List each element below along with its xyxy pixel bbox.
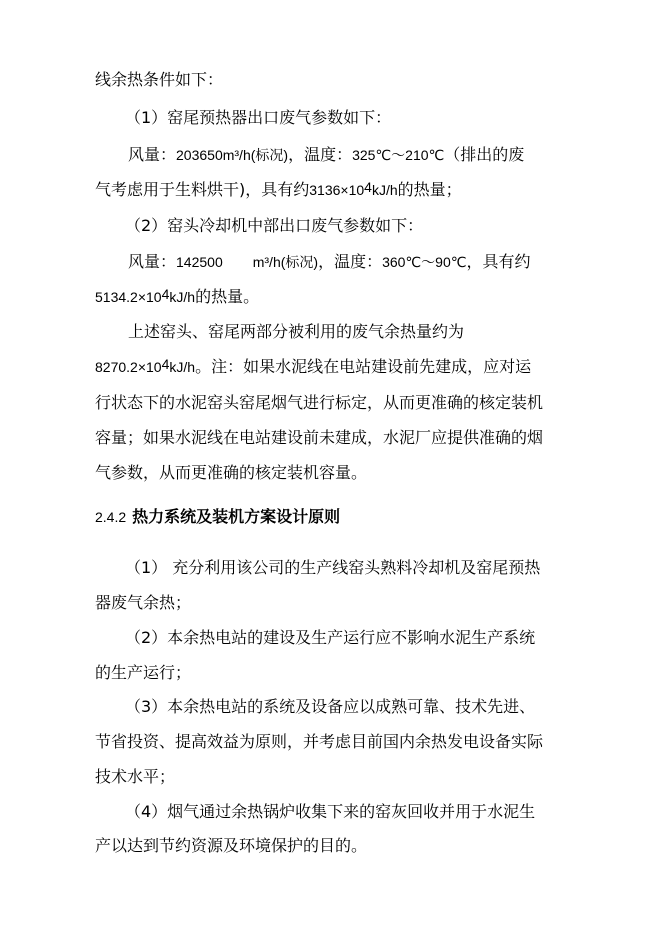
text-line <box>95 287 259 307</box>
kiln-head-heading: （2）窑头冷却机中部出口废气参数如下： <box>125 216 424 235</box>
text-line <box>125 216 423 236</box>
kiln-tail-heading: （1）窑尾预热器出口废气参数如下： <box>125 108 392 127</box>
text-line <box>95 663 191 683</box>
text-line <box>95 836 367 856</box>
principle-text: 的生产运行； <box>95 663 192 682</box>
section-number: 2.4.2 <box>95 509 127 525</box>
text-line <box>125 697 535 717</box>
text-line <box>95 767 175 787</box>
principle-text: 节省投资、提高效益为原则，并考虑目前国内余热发电设备实际 <box>95 732 544 751</box>
note-text: 容量；如果水泥线在电站建设前未建成，水泥厂应提供准确的烟 <box>95 428 544 447</box>
principle-text: （4）烟气通过余热锅炉收集下来的窑灰回收并用于水泥生 <box>125 802 536 821</box>
intro-text: 线余热条件如下： <box>95 70 224 89</box>
principle-text: 产以达到节约资源及环境保护的目的。 <box>95 836 368 855</box>
principle-text: 器废气余热； <box>95 593 192 612</box>
airflow-value: 203650m³/h(标况) <box>176 147 289 163</box>
principle-text: （1） 充分利用该公司的生产线窑头熟料冷却机及窑尾预热 <box>125 558 541 577</box>
airflow-label: 风量： <box>128 252 177 271</box>
body-text: 的热量。 <box>195 287 260 306</box>
heat-value: 3136×10 <box>309 182 365 198</box>
text-line <box>128 145 524 165</box>
heat-unit: kJ/h <box>371 182 398 198</box>
temp-value: 360℃～90℃ <box>382 254 467 270</box>
airflow-value: 142500 <box>176 254 223 270</box>
text-line <box>125 628 535 648</box>
section-heading <box>95 507 340 527</box>
text-line <box>125 802 535 822</box>
principle-text: （3）本余热电站的系统及设备应以成熟可靠、技术先进、 <box>125 697 536 716</box>
airflow-label: 风量： <box>128 145 177 164</box>
exponent: 4 <box>364 179 372 195</box>
text-line <box>95 70 223 90</box>
body-text: 的热量； <box>397 180 462 199</box>
note-text: （排出的废 <box>444 145 525 164</box>
text-line <box>95 180 462 200</box>
temp-value: 325℃～210℃ <box>352 147 445 163</box>
heat-unit: kJ/h <box>169 289 196 305</box>
section-title: 热力系统及装机方案设计原则 <box>132 507 341 526</box>
airflow-unit: m³/h(标况) <box>252 254 319 270</box>
text-line <box>95 428 543 448</box>
text-line <box>95 357 531 377</box>
text-line <box>125 558 540 578</box>
principle-text: 技术水平； <box>95 767 176 786</box>
body-text: 气考虑用于生料烘干)，具有约 <box>95 180 310 199</box>
note-text: 气参数，从而更准确的核定装机容量。 <box>95 463 368 482</box>
text-line <box>95 732 543 752</box>
body-text: ，具有约 <box>466 252 531 271</box>
exponent: 4 <box>161 286 170 302</box>
note-text: 行状态下的水泥窑头窑尾烟气进行标定，从而更准确的核定装机 <box>95 393 544 412</box>
text-line <box>95 463 367 483</box>
heat-value: 5134.2×10 <box>95 289 162 305</box>
principle-text: （2）本余热电站的建设及生产运行应不影响水泥生产系统 <box>125 628 536 647</box>
heat-unit: kJ/h <box>169 359 196 375</box>
text-line <box>128 322 464 342</box>
exponent: 4 <box>161 356 170 372</box>
temp-label: ，温度： <box>318 252 383 271</box>
temp-label: ，温度： <box>288 145 353 164</box>
heat-value: 8270.2×10 <box>95 359 162 375</box>
text-line <box>128 252 530 272</box>
text-line <box>125 108 391 128</box>
text-line <box>95 393 543 413</box>
text-line <box>95 593 191 613</box>
note-text: 。注：如果水泥线在电站建设前先建成，应对运 <box>195 357 532 376</box>
summary-text: 上述窑头、窑尾两部分被利用的废气余热量约为 <box>128 322 465 341</box>
